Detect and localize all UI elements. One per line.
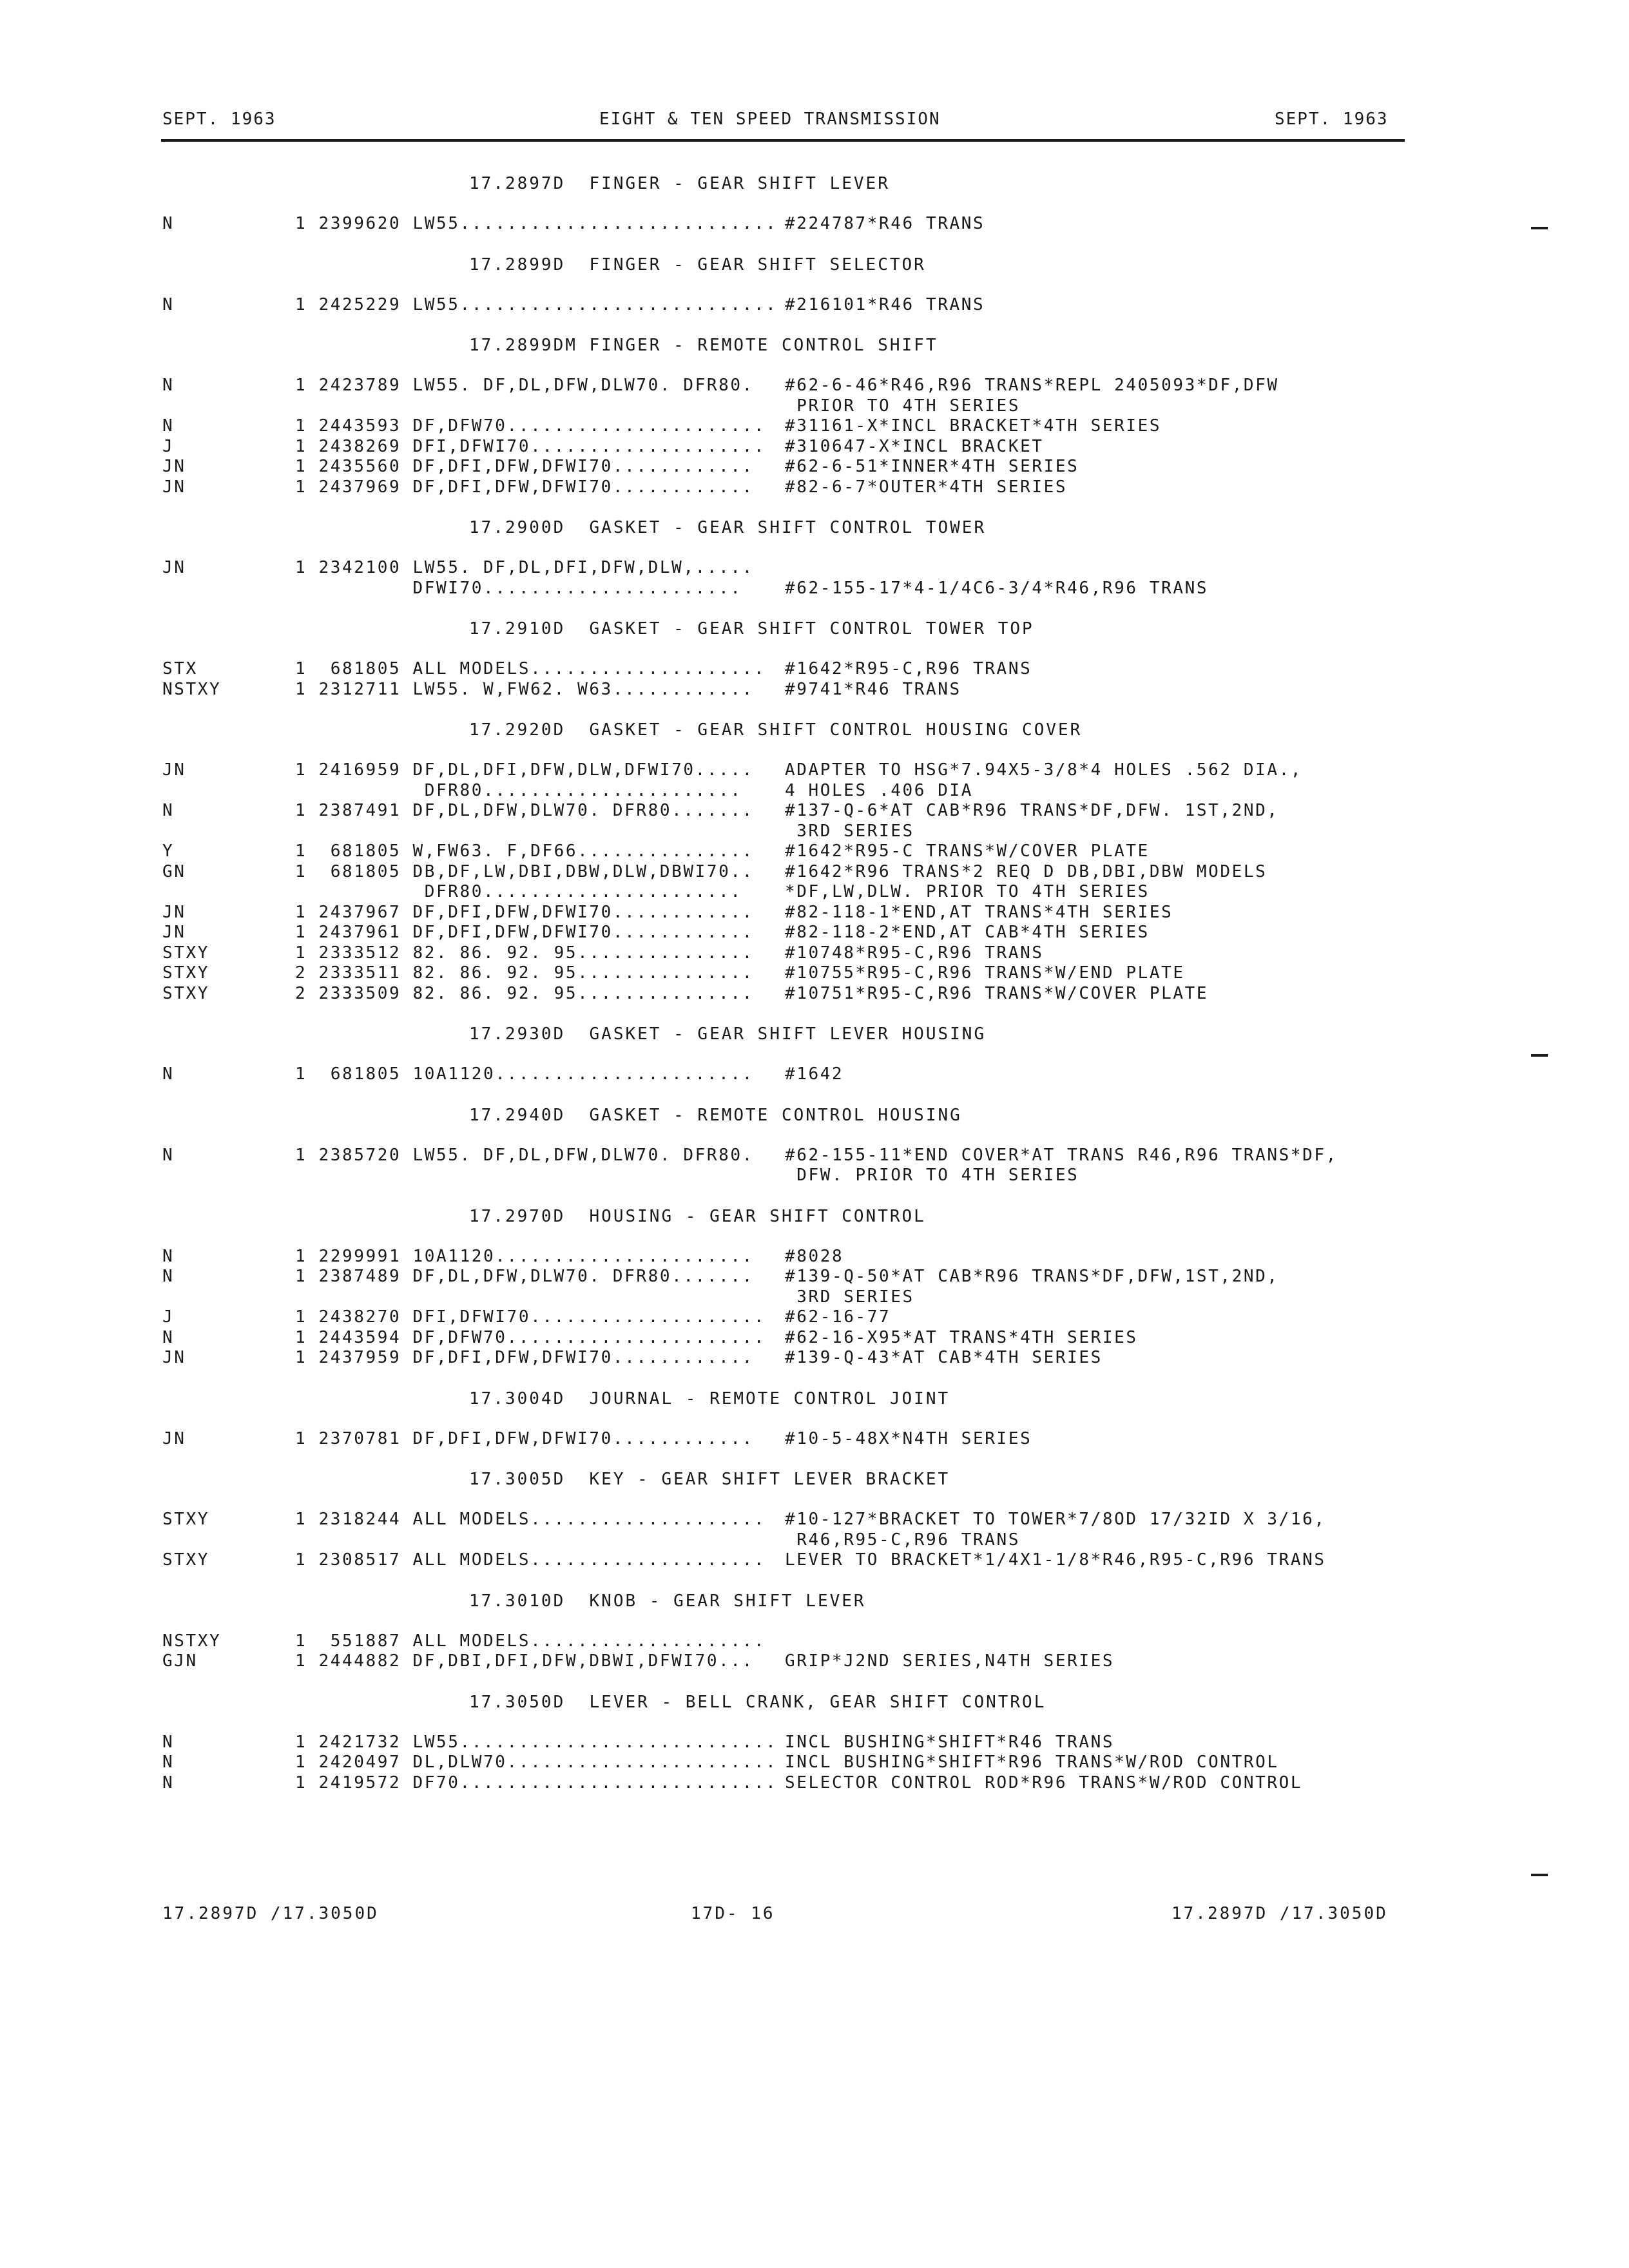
row-description: DFW. PRIOR TO 4TH SERIES [785, 1166, 1079, 1185]
row-description: #1642 [785, 1064, 844, 1084]
margin-mark [1531, 1054, 1548, 1057]
row-code: N [162, 1064, 175, 1084]
row-part: 1 2443593 DF,DFW70...................... [295, 416, 766, 436]
row-description: INCL BUSHING*SHIFT*R46 TRANS [785, 1732, 1115, 1752]
row-description: #8028 [785, 1246, 844, 1266]
row-part: 1 681805 DB,DF,LW,DBI,DBW,DLW,DBWI70.. [295, 861, 754, 881]
row-code: NSTXY [162, 1631, 222, 1651]
row-description: #10755*R95-C,R96 TRANS*W/END PLATE [785, 963, 1185, 983]
section-title: 17.3050D LEVER - BELL CRANK, GEAR SHIFT CONTROL [469, 1692, 1046, 1712]
row-part: 1 2312711 LW55. W,FW62. W63............ [295, 679, 754, 699]
row-code: J [162, 1307, 175, 1327]
row-description: *DF,LW,DLW. PRIOR TO 4TH SERIES [785, 882, 1150, 901]
row-code: GN [162, 861, 186, 881]
row-code: JN [162, 760, 186, 780]
row-description: #82-118-2*END,AT CAB*4TH SERIES [785, 923, 1150, 942]
row-code: N [162, 801, 175, 820]
row-part: 1 681805 ALL MODELS.................... [295, 659, 766, 678]
row-description: #10748*R95-C,R96 TRANS [785, 943, 1044, 963]
row-code: N [162, 1145, 175, 1165]
row-part: 1 2299991 10A1120...................... [295, 1246, 754, 1266]
row-code: JN [162, 923, 186, 942]
row-description: #10-5-48X*N4TH SERIES [785, 1428, 1032, 1448]
row-part: 1 2435560 DF,DFI,DFW,DFWI70............ [295, 457, 754, 476]
row-part: 1 2437959 DF,DFI,DFW,DFWI70............ [295, 1348, 754, 1367]
section-title: 17.2940D GASKET - REMOTE CONTROL HOUSING [469, 1105, 962, 1125]
row-description: #10751*R95-C,R96 TRANS*W/COVER PLATE [785, 983, 1209, 1003]
row-code: N [162, 376, 175, 395]
footer-page-number: 17D- 16 [691, 1904, 775, 1923]
row-description: #1642*R96 TRANS*2 REQ D DB,DBI,DBW MODELS [785, 861, 1268, 881]
row-code: NSTXY [162, 679, 222, 699]
row-code: JN [162, 1428, 186, 1448]
row-code: Y [162, 841, 175, 861]
row-part: 2 2333509 82. 86. 92. 95............... [295, 983, 754, 1003]
row-part: 1 2423789 LW55. DF,DL,DFW,DLW70. DFR80. [295, 376, 754, 395]
row-code: N [162, 1732, 175, 1752]
row-part: 2 2333511 82. 86. 92. 95............... [295, 963, 754, 983]
row-code: J [162, 436, 175, 456]
row-description: GRIP*J2ND SERIES,N4TH SERIES [785, 1651, 1115, 1671]
row-code: STXY [162, 943, 210, 963]
row-description: #62-6-46*R46,R96 TRANS*REPL 2405093*DF,DFW [785, 376, 1279, 395]
row-description: PRIOR TO 4TH SERIES [785, 396, 1021, 416]
row-description: 3RD SERIES [785, 1287, 914, 1307]
row-description: #62-155-17*4-1/4C6-3/4*R46,R96 TRANS [785, 578, 1209, 598]
row-part: 1 2333512 82. 86. 92. 95............... [295, 943, 754, 963]
row-description: ADAPTER TO HSG*7.94X5-3/8*4 HOLES .562 DIA., [785, 760, 1303, 780]
row-code: JN [162, 558, 186, 577]
row-description: 3RD SERIES [785, 821, 914, 841]
row-description: #137-Q-6*AT CAB*R96 TRANS*DF,DFW. 1ST,2ND, [785, 801, 1279, 820]
row-description: #1642*R95-C,R96 TRANS [785, 659, 1032, 678]
row-part: 1 2419572 DF70........................... [295, 1773, 778, 1792]
row-part: 1 2318244 ALL MODELS.................... [295, 1510, 766, 1529]
row-part: 1 2420497 DL,DLW70....................... [295, 1753, 778, 1772]
row-description: R46,R95-C,R96 TRANS [785, 1530, 1021, 1550]
row-description: #10-127*BRACKET TO TOWER*7/8OD 17/32ID X 3/16, [785, 1510, 1326, 1529]
section-title: 17.3004D JOURNAL - REMOTE CONTROL JOINT [469, 1389, 950, 1408]
row-part: 1 2438270 DFI,DFWI70.................... [295, 1307, 766, 1327]
row-description: #82-118-1*END,AT TRANS*4TH SERIES [785, 902, 1173, 922]
row-code: N [162, 1267, 175, 1286]
row-description: SELECTOR CONTROL ROD*R96 TRANS*W/ROD CONTROL [785, 1773, 1303, 1792]
row-code: JN [162, 457, 186, 476]
row-part: 1 2444882 DF,DBI,DFI,DFW,DBWI,DFWI70... [295, 1651, 754, 1671]
row-description: LEVER TO BRACKET*1/4X1-1/8*R46,R95-C,R96 TRANS [785, 1550, 1326, 1570]
row-description: #62-16-77 [785, 1307, 891, 1327]
margin-mark [1531, 227, 1548, 229]
row-part: 1 2387491 DF,DL,DFW,DLW70. DFR80....... [295, 801, 754, 820]
row-part: 1 2421732 LW55........................... [295, 1732, 778, 1752]
row-code: STXY [162, 963, 210, 983]
row-code: N [162, 294, 175, 314]
row-part: 1 2425229 LW55........................... [295, 294, 778, 314]
row-part: DFR80...................... [295, 882, 742, 901]
row-description: #62-16-X95*AT TRANS*4TH SERIES [785, 1327, 1138, 1347]
row-part: DFWI70...................... [295, 578, 742, 598]
section-title: 17.2899DM FINGER - REMOTE CONTROL SHIFT [469, 336, 938, 355]
row-description: 4 HOLES .406 DIA [785, 780, 974, 800]
section-title: 17.2910D GASKET - GEAR SHIFT CONTROL TOWER TOP [469, 619, 1034, 639]
header-left: SEPT. 1963 [162, 110, 276, 129]
row-description: #216101*R46 TRANS [785, 294, 985, 314]
row-code: JN [162, 1348, 186, 1367]
row-part: 1 2437969 DF,DFI,DFW,DFWI70............ [295, 477, 754, 497]
row-description: #310647-X*INCL BRACKET [785, 436, 1044, 456]
section-title: 17.2900D GASKET - GEAR SHIFT CONTROL TOWER [469, 518, 987, 537]
row-part: 1 2437967 DF,DFI,DFW,DFWI70............ [295, 902, 754, 922]
row-part: 1 2443594 DF,DFW70...................... [295, 1327, 766, 1347]
row-code: GJN [162, 1651, 198, 1671]
row-description: #62-6-51*INNER*4TH SERIES [785, 457, 1079, 476]
row-description: #224787*R46 TRANS [785, 214, 985, 233]
row-part: 1 2399620 LW55........................... [295, 214, 778, 233]
section-title: 17.2970D HOUSING - GEAR SHIFT CONTROL [469, 1206, 926, 1226]
row-code: N [162, 416, 175, 436]
row-part: 1 2385720 LW55. DF,DL,DFW,DLW70. DFR80. [295, 1145, 754, 1165]
row-description: #62-155-11*END COVER*AT TRANS R46,R96 TRANS*DF, [785, 1145, 1338, 1165]
row-description: #139-Q-50*AT CAB*R96 TRANS*DF,DFW,1ST,2ND, [785, 1267, 1279, 1286]
row-part: 1 2416959 DF,DL,DFI,DFW,DLW,DFWI70..... [295, 760, 754, 780]
row-code: STXY [162, 1550, 210, 1570]
header-title: EIGHT & TEN SPEED TRANSMISSION [599, 110, 941, 129]
footer-left: 17.2897D /17.3050D [162, 1904, 379, 1923]
row-description: INCL BUSHING*SHIFT*R96 TRANS*W/ROD CONTROL [785, 1753, 1279, 1772]
row-code: N [162, 1773, 175, 1792]
footer-right: 17.2897D /17.3050D [1171, 1904, 1388, 1923]
row-part: DFR80...................... [295, 780, 742, 800]
header-right: SEPT. 1963 [1275, 110, 1389, 129]
row-code: STXY [162, 983, 210, 1003]
row-description: #31161-X*INCL BRACKET*4TH SERIES [785, 416, 1162, 436]
row-code: N [162, 1753, 175, 1772]
section-title: 17.2930D GASKET - GEAR SHIFT LEVER HOUSING [469, 1024, 987, 1044]
row-code: STX [162, 659, 198, 678]
section-title: 17.2897D FINGER - GEAR SHIFT LEVER [469, 174, 890, 193]
row-code: JN [162, 902, 186, 922]
row-part: 1 2308517 ALL MODELS.................... [295, 1550, 766, 1570]
row-part: 1 2438269 DFI,DFWI70.................... [295, 436, 766, 456]
section-title: 17.2920D GASKET - GEAR SHIFT CONTROL HOUSING COVER [469, 720, 1083, 740]
row-part: 1 2387489 DF,DL,DFW,DLW70. DFR80....... [295, 1267, 754, 1286]
row-code: N [162, 1327, 175, 1347]
row-description: #82-6-7*OUTER*4TH SERIES [785, 477, 1068, 497]
row-part: 1 2342100 LW55. DF,DL,DFI,DFW,DLW,..... [295, 558, 754, 577]
row-code: STXY [162, 1510, 210, 1529]
row-code: JN [162, 477, 186, 497]
margin-mark [1531, 1874, 1548, 1876]
row-part: 1 681805 10A1120...................... [295, 1064, 754, 1084]
row-code: N [162, 214, 175, 233]
row-description: #139-Q-43*AT CAB*4TH SERIES [785, 1348, 1103, 1367]
section-title: 17.2899D FINGER - GEAR SHIFT SELECTOR [469, 255, 926, 274]
header-rule [161, 139, 1405, 142]
row-part: 1 681805 W,FW63. F,DF66............... [295, 841, 754, 861]
row-part: 1 551887 ALL MODELS.................... [295, 1631, 766, 1651]
section-title: 17.3005D KEY - GEAR SHIFT LEVER BRACKET [469, 1470, 950, 1489]
section-title: 17.3010D KNOB - GEAR SHIFT LEVER [469, 1591, 866, 1611]
row-part: 1 2437961 DF,DFI,DFW,DFWI70............ [295, 923, 754, 942]
row-part: 1 2370781 DF,DFI,DFW,DFWI70............ [295, 1428, 754, 1448]
row-code: N [162, 1246, 175, 1266]
row-description: #1642*R95-C TRANS*W/COVER PLATE [785, 841, 1150, 861]
row-description: #9741*R46 TRANS [785, 679, 961, 699]
